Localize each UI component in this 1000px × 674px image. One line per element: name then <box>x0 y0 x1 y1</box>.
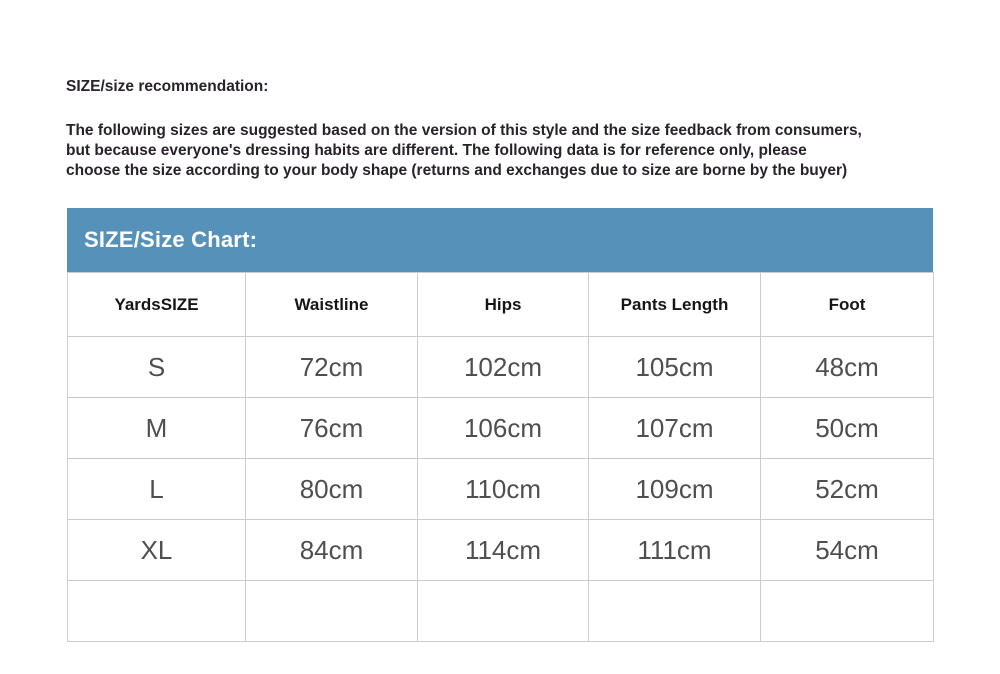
empty-cell <box>418 581 589 642</box>
size-chart-title: SIZE/Size Chart: <box>84 227 258 252</box>
hips-cell: 114cm <box>418 520 589 581</box>
size-chart-table <box>67 272 934 642</box>
table-row-s <box>68 337 934 398</box>
pants-length-cell: 105cm <box>589 337 761 398</box>
size-cell: S <box>68 337 246 398</box>
empty-cell <box>761 581 934 642</box>
size-cell: M <box>68 398 246 459</box>
foot-cell: 48cm <box>761 337 934 398</box>
empty-cell <box>246 581 418 642</box>
foot-cell: 52cm <box>761 459 934 520</box>
hips-cell: 106cm <box>418 398 589 459</box>
table-row-m <box>68 398 934 459</box>
recommendation-title: SIZE/size recommendation: <box>66 78 269 95</box>
size-chart-banner <box>67 208 933 272</box>
recommendation-line: choose the size according to your body shape (returns and exchanges due to size are borne by the buyer) <box>66 162 848 179</box>
foot-cell: 54cm <box>761 520 934 581</box>
table-row-xl <box>68 520 934 581</box>
table-header-row <box>68 273 934 337</box>
empty-cell <box>589 581 761 642</box>
column-header-waistline: Waistline <box>246 273 418 337</box>
recommendation-line: The following sizes are suggested based on the version of this style and the size feedback from consumers, <box>66 122 862 139</box>
pants-length-cell: 111cm <box>589 520 761 581</box>
foot-cell: 50cm <box>761 398 934 459</box>
column-header-yardssize: YardsSIZE <box>68 273 246 337</box>
empty-cell <box>68 581 246 642</box>
waistline-cell: 72cm <box>246 337 418 398</box>
hips-cell: 102cm <box>418 337 589 398</box>
column-header-hips: Hips <box>418 273 589 337</box>
recommendation-text <box>66 121 946 181</box>
column-header-foot: Foot <box>761 273 934 337</box>
column-header-pants-length: Pants Length <box>589 273 761 337</box>
size-cell: L <box>68 459 246 520</box>
table-row-empty <box>68 581 934 642</box>
recommendation-line: but because everyone's dressing habits are different. The following data is for reference only, please <box>66 142 807 159</box>
size-cell: XL <box>68 520 246 581</box>
waistline-cell: 76cm <box>246 398 418 459</box>
table-row-l <box>68 459 934 520</box>
hips-cell: 110cm <box>418 459 589 520</box>
waistline-cell: 80cm <box>246 459 418 520</box>
pants-length-cell: 109cm <box>589 459 761 520</box>
pants-length-cell: 107cm <box>589 398 761 459</box>
waistline-cell: 84cm <box>246 520 418 581</box>
